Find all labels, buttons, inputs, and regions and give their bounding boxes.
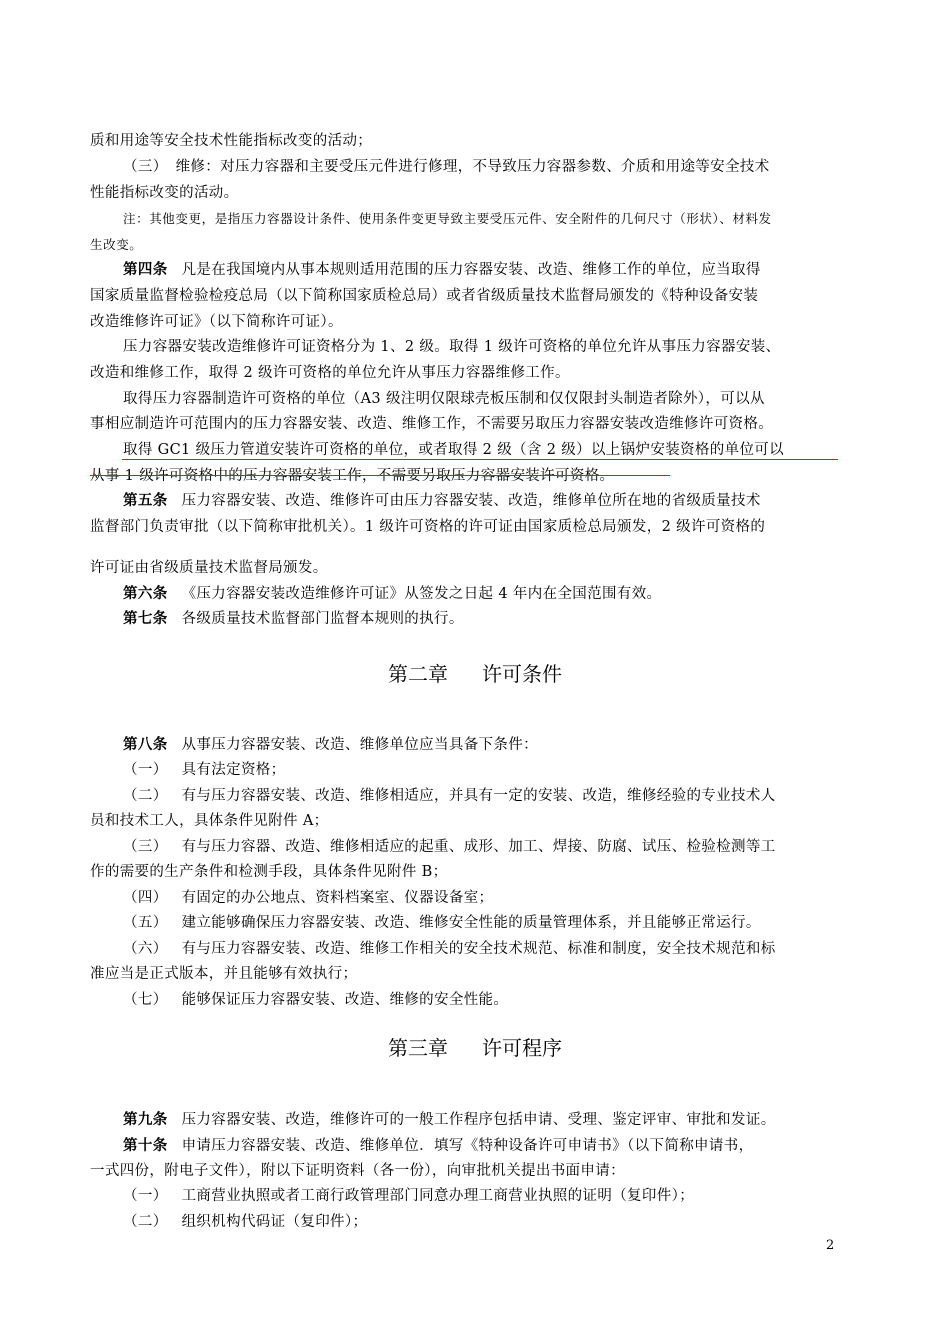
article-label: 第七条 xyxy=(123,611,168,627)
text-line: （三） 维修：对压力容器和主要受压元件进行修理，不导致压力容器参数、介质和用途等安全技术 xyxy=(123,159,770,175)
article-7: 第七条 各级质量技术监督部门监督本规则的执行。 xyxy=(123,611,464,627)
text-line: 员和技术工人，具体条件见附件 A； xyxy=(90,813,329,829)
text-line: 改造和维修工作，取得 2 级许可资格的单位允许从事压力容器维修工作。 xyxy=(90,365,570,381)
highlighted-line: 从事 1 级许可资格中的压力容器安装工作，不需要另取压力容器安装许可资格。 xyxy=(90,468,615,484)
article-label: 第四条 xyxy=(123,262,168,278)
article-label: 第九条 xyxy=(123,1112,168,1128)
text-line: 监督部门负责审批（以下简称审批机关）。1 级许可资格的许可证由国家质检总局颁发，2 级许可资格的 xyxy=(90,519,766,535)
article-label: 第八条 xyxy=(123,737,168,753)
text-line: 准应当是正式版本，并且能够有效执行； xyxy=(90,966,358,982)
text-line: （四） 有固定的办公地点、资料档案室、仪器设备室； xyxy=(123,890,494,906)
text-line: （二） 有与压力容器安装、改造、维修相适应，并具有一定的安装、改造，维修经验的专业技术人 xyxy=(123,788,776,804)
article-10: 第十条 申请压力容器安装、改造、维修单位．填写《特种设备许可申请书》（以下简称申请书， xyxy=(123,1138,754,1154)
chapter-heading: 第三章 许可程序 xyxy=(388,1036,562,1060)
text-line: 压力容器安装改造维修许可证资格分为 1、2 级。取得 1 级许可资格的单位允许从事压力容器安装、 xyxy=(123,339,781,355)
article-label: 第五条 xyxy=(123,493,168,509)
page-number: 2 xyxy=(826,1238,835,1253)
text-line: （三） 有与压力容器、改造、维修相适应的起重、成形、加工、焊接、防腐、试压、检验检测等工 xyxy=(123,839,776,855)
article-5: 第五条 压力容器安装、改造、维修许可由压力容器安装、改造，维修单位所在地的省级质量技术 xyxy=(123,493,761,509)
text-line: 许可证由省级质量技术监督局颁发。 xyxy=(90,560,328,576)
text-line: 事相应制造许可范围内的压力容器安装、改造、维修工作，不需要另取压力容器安装改造维修许可资格。 xyxy=(90,416,774,432)
article-label: 第十条 xyxy=(123,1138,168,1154)
note-line: 注：其他变更，是指压力容器设计条件、使用条件变更导致主要受压元件、安全附件的几何尺寸（形状）、材料发 xyxy=(123,211,772,226)
article-4: 第四条 凡是在我国境内从事本规则适用范围的压力容器安装、改造、维修工作的单位，应当取得 xyxy=(123,262,761,278)
text-line: （一） 具有法定资格； xyxy=(123,762,286,778)
text-line: 取得压力容器制造许可资格的单位（A3 级注明仅限球壳板压制和仅仅限封头制造者除外），可以从 xyxy=(123,391,765,407)
article-9: 第九条 压力容器安装、改造，维修许可的一般工作程序包括申请、受理、鉴定评审、审批和发证。 xyxy=(123,1112,776,1128)
article-6: 第六条 《压力容器安装改造维修许可证》从签发之日起 4 年内在全国范围有效。 xyxy=(123,586,662,602)
text-line: 国家质量监督检验检疫总局（以下简称国家质检总局）或者省级质量技术监督局颁发的《特种设备安装 xyxy=(90,288,759,304)
text-line: （五） 建立能够确保压力容器安装、改造、维修安全性能的质量管理体系，并且能够正常运行。 xyxy=(123,915,761,931)
text-line: 性能指标改变的活动。 xyxy=(90,185,239,201)
note-line: 生改变。 xyxy=(90,237,143,252)
text-line: 作的需要的生产条件和检测手段，具体条件见附件 B； xyxy=(90,864,448,880)
text-line: （六） 有与压力容器安装、改造、维修工作相关的安全技术规范、标准和制度，安全技术规范和标 xyxy=(123,941,776,957)
text-line: 质和用途等安全技术性能指标改变的活动； xyxy=(90,133,373,149)
text-line: （七） 能够保证压力容器安装、改造、维修的安全性能。 xyxy=(123,992,509,1008)
text-line: 一式四份，附电子文件），附以下证明资料（各一份），向审批机关提出书面申请： xyxy=(90,1163,625,1179)
text-line: 改造维修许可证》（以下简称许可证）。 xyxy=(90,314,343,330)
chapter-heading: 第二章 许可条件 xyxy=(388,662,562,686)
text-line: （二） 组织机构代码证（复印件）； xyxy=(123,1214,368,1230)
red-underline xyxy=(122,459,838,460)
article-8: 第八条 从事压力容器安装、改造、维修单位应当具备下条件： xyxy=(123,737,538,753)
red-underline xyxy=(90,475,670,476)
text-line: （一） 工商营业执照或者工商行政管理部门同意办理工商营业执照的证明（复印件）； xyxy=(123,1188,695,1204)
highlighted-line: 取得 GC1 级压力管道安装许可资格的单位，或者取得 2 级（含 2 级）以上锅炉安装资格的单位可以 xyxy=(123,442,785,458)
article-label: 第六条 xyxy=(123,586,168,602)
